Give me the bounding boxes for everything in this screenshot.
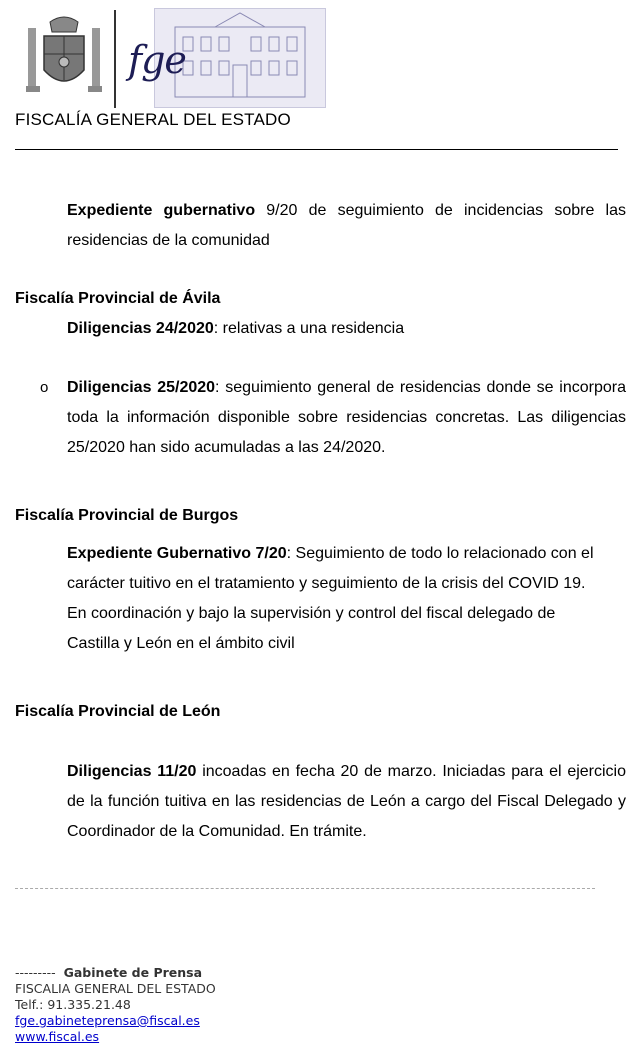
item-expediente-7-20 [67, 539, 597, 659]
section-heading-avila: Fiscalía Provincial de Ávila [15, 290, 221, 307]
item-bold: Expediente gubernativo [67, 202, 256, 219]
bullet-marker: o [40, 379, 49, 396]
footer-email-link[interactable]: fge.gabineteprensa@fiscal.es [15, 1013, 200, 1028]
footer-dashes: --------- [15, 965, 56, 980]
item-text: incoadas en fecha 20 de marzo. Iniciadas para el ejercicio de la función tuitiva en las residencias de León a cargo del Fiscal Delegado y Coordinador de la Comunidad. En trámite. [67, 763, 627, 840]
item-text: 9/20 de seguimiento de incidencias sobre las residencias de la comunidad [67, 202, 626, 249]
footer-press-line [15, 965, 216, 981]
coat-of-arms-icon [24, 14, 104, 100]
press-footer [15, 965, 216, 1045]
section-heading-burgos: Fiscalía Provincial de Burgos [15, 507, 239, 524]
logo-divider [114, 10, 116, 108]
item-expediente-gubernativo [67, 196, 626, 256]
press-office-label: Gabinete de Prensa [63, 965, 203, 980]
footer-web-link[interactable]: www.fiscal.es [15, 1029, 100, 1044]
item-bold: Diligencias 11/20 [67, 763, 197, 780]
item-diligencias-11 [67, 757, 626, 847]
logo-text: fge [128, 38, 186, 82]
footer-org: FISCALIA GENERAL DEL ESTADO [15, 981, 216, 996]
item-diligencias-25 [67, 373, 626, 463]
item-diligencias-24 [67, 314, 626, 344]
item-text: : seguimiento general de residencias donde se incorpora toda la información disponible sobre residencias concretas. Las diligencias 25/2020 han sido acumuladas a las 24/2020. [67, 379, 627, 456]
separator-dashes [15, 888, 595, 889]
section-heading-leon: Fiscalía Provincial de León [15, 703, 221, 720]
header-rule [15, 149, 618, 150]
item-bold: Diligencias 25/2020 [67, 379, 216, 396]
item-bold: Diligencias 24/2020 [67, 320, 214, 337]
org-title: FISCALÍA GENERAL DEL ESTADO [15, 110, 291, 129]
footer-phone: Telf.: 91.335.21.48 [15, 997, 131, 1012]
item-text: : Seguimiento de todo lo relacionado con el carácter tuitivo en el tratamiento y seguimiento de la crisis del COVID 19. En coordinación y bajo la supervisión y control del fiscal delegado de Castilla y León en el ámbito civil [67, 545, 594, 652]
item-text: : relativas a una residencia [213, 320, 405, 337]
item-bold: Expediente Gubernativo 7/20 [67, 545, 287, 562]
